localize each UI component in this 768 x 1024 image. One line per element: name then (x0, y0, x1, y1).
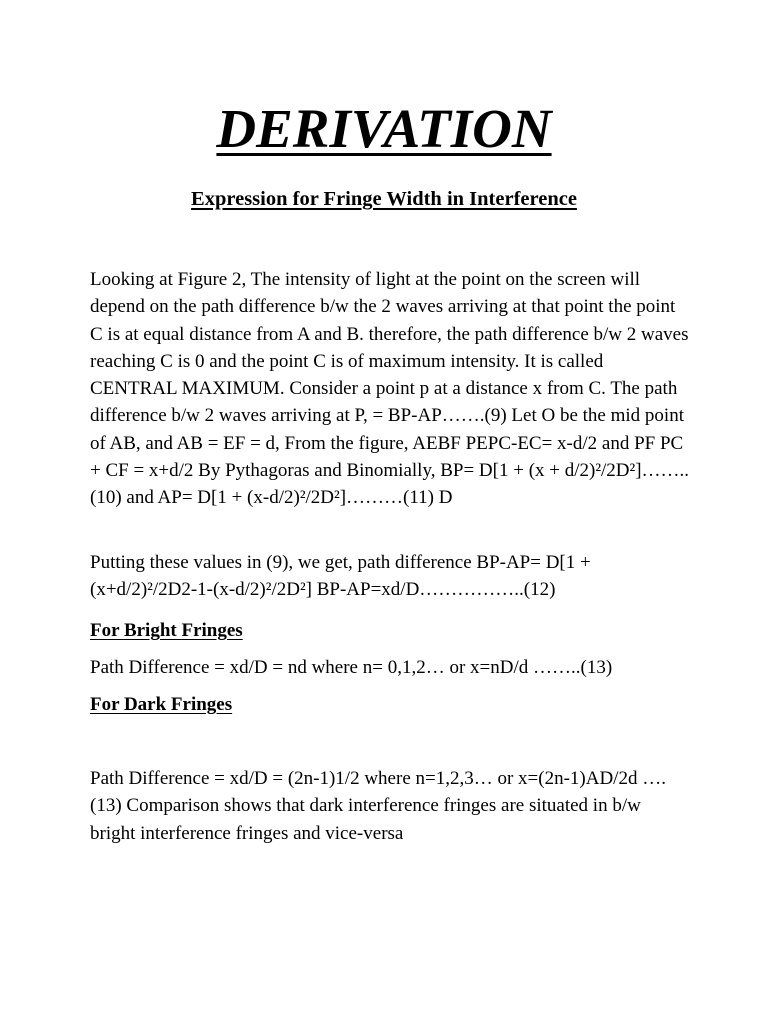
heading-bright-fringes: For Bright Fringes (90, 620, 243, 641)
page-subtitle: Expression for Fringe Width in Interference (191, 188, 577, 210)
page-title: DERIVATION (216, 98, 552, 159)
paragraph-dark-fringes: Path Difference = xd/D = (2n-1)1/2 where n=1,2,3… or x=(2n-1)AD/2d ….(13) Comparison shows that dark interference fringes are situated in b/w bright interference fringes and vice-versa (90, 768, 666, 844)
paragraph-bright-fringes: Path Difference = xd/D = nd where n= 0,1,2… or x=nD/d ……..(13) (90, 657, 613, 678)
paragraph-path-difference: Putting these values in (9), we get, path difference BP-AP= D[1 + (x+d/2)²/2D2-1-(x-d/2)²/2D²] BP-AP=xd/D……………..(12) (90, 552, 591, 601)
paragraph-derivation-intro: Looking at Figure 2, The intensity of light at the point on the screen will depend on the path difference b/w the 2 waves arriving at that point the point C is at equal distance from A and B. therefore, the path difference b/w 2 waves reaching C is 0 and the point C is of maximum intensity. It is called CENTRAL MAXIMUM. Consider a point p at a distance x from C. The path difference b/w 2 waves arriving at P, = BP-AP…….(9) Let O be the mid point of AB, and AB = EF = d, From the figure, AEBF PEPC-EC= x-d/2 and PF PC + CF = x+d/2 By Pythagoras and Binomially, BP= D[1 + (x + d/2)²/2D²]…….. (10) and AP= D[1 + (x-d/2)²/2D²]………(11) D (90, 269, 690, 509)
heading-dark-fringes: For Dark Fringes (90, 694, 233, 715)
